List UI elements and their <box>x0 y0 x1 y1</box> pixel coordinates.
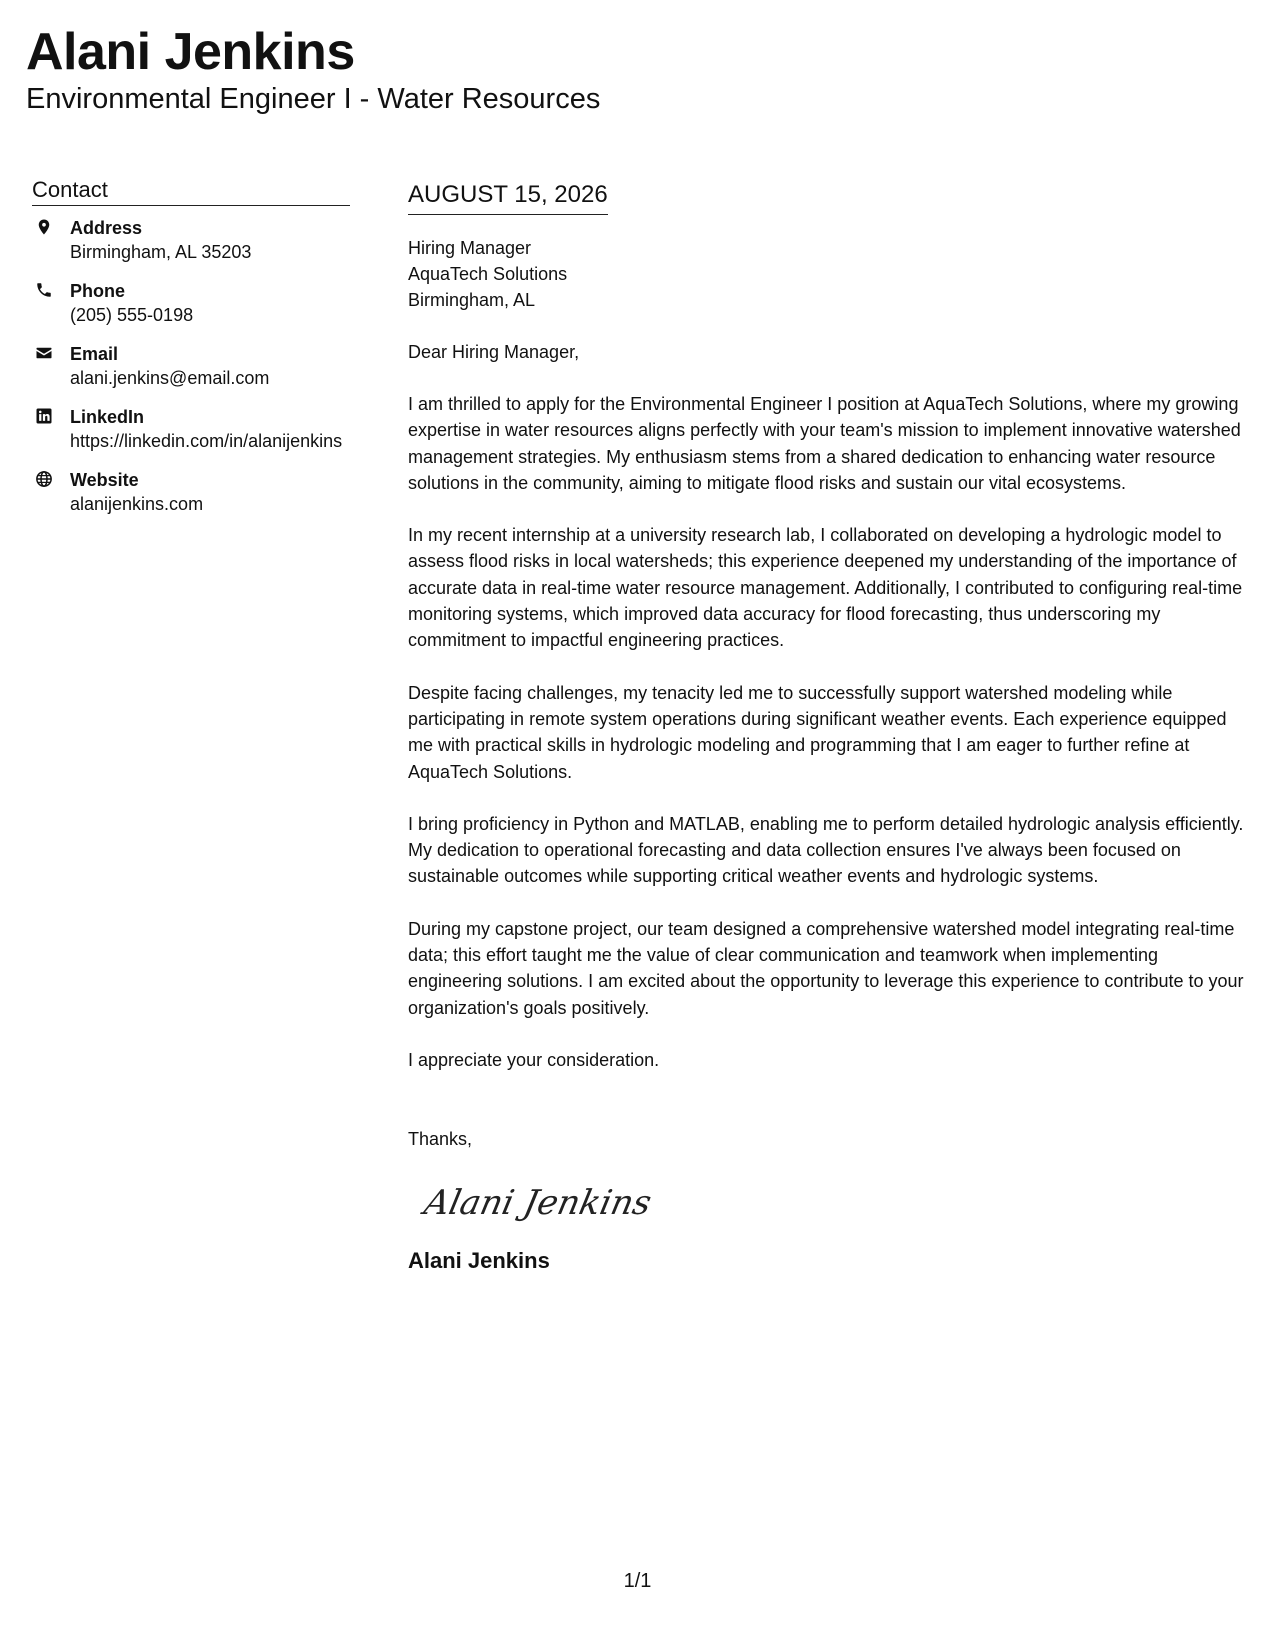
contact-website <box>32 468 350 517</box>
letter-date: AUGUST 15, 2026 <box>408 178 608 215</box>
contact-address <box>32 216 350 265</box>
contact-phone <box>32 279 350 328</box>
contact-label: LinkedIn <box>70 407 145 427</box>
contact-label: Phone <box>70 281 126 301</box>
signoff: Thanks, <box>408 1128 473 1149</box>
globe-icon <box>32 468 70 517</box>
contact-value: Birmingham, AL 35203 <box>70 242 252 262</box>
contact-value[interactable]: alani.jenkins@email.com <box>70 368 270 388</box>
recipient-line: Hiring Manager <box>408 238 532 258</box>
signer-name: Alani Jenkins <box>408 1247 550 1273</box>
recipient-line: AquaTech Solutions <box>408 264 568 284</box>
contact-email <box>32 342 350 391</box>
map-pin-icon <box>32 216 70 265</box>
contact-value[interactable]: https://linkedin.com/in/alanijenkins <box>70 431 343 451</box>
closing-line: I appreciate your consideration. <box>408 1049 660 1070</box>
letter-paragraph: During my capstone project, our team designed a comprehensive watershed model integrating real-time data; this effort taught me the value of clear communication and teamwork when implementing engineering solutions. I am excited about the opportunity to leverage this experience to contribute to your organization's goals positively. <box>408 918 1244 1018</box>
resume-header <box>26 22 600 116</box>
recipient-block <box>408 235 1248 313</box>
applicant-name: Alani Jenkins <box>26 23 355 81</box>
recipient-line: Birmingham, AL <box>408 290 536 310</box>
contact-value[interactable]: alanijenkins.com <box>70 494 204 514</box>
contact-heading: Contact <box>32 176 350 206</box>
job-title: Environmental Engineer I - Water Resources <box>26 83 601 115</box>
envelope-icon <box>32 342 70 391</box>
contact-label: Address <box>70 218 143 238</box>
linkedin-icon <box>32 405 70 454</box>
contact-sidebar <box>32 176 350 531</box>
handwritten-signature <box>418 1170 658 1232</box>
contact-label: Website <box>70 470 139 490</box>
letter-paragraph: I bring proficiency in Python and MATLAB, enabling me to perform detailed hydrologic analysis efficiently. My dedication to operational forecasting and data collection ensures I've always been focused on sustainable outcomes while supporting critical weather events and hydrologic systems. <box>408 813 1244 887</box>
contact-list <box>32 216 350 517</box>
page-number: 1/1 <box>623 1570 652 1592</box>
letter-paragraph: Despite facing challenges, my tenacity led me to successfully support watershed modeling while participating in remote system operations during significant weather events. Each experience equipped me with practical skills in hydrologic modeling and programming that I am eager to further refine at AquaTech Solutions. <box>408 682 1227 782</box>
signature-text: Alani Jenkins <box>420 1183 655 1223</box>
cover-letter-body <box>408 178 1248 1276</box>
letter-paragraph: In my recent internship at a university research lab, I collaborated on developing a hydrologic model to assess flood risks in local watersheds; this experience deepened my understanding of the importance of accurate data in real-time water resource management. Additionally, I contributed to configuring real-time monitoring systems, which improved data accuracy for flood forecasting, thus underscoring my commitment to impactful engineering practices. <box>408 525 1243 651</box>
contact-value: (205) 555-0198 <box>70 305 194 325</box>
letter-paragraph: I am thrilled to apply for the Environmental Engineer I position at AquaTech Solutions, where my growing expertise in water resources aligns perfectly with your team's mission to implement innovative watershed management strategies. My enthusiasm stems from a shared dedication to enhancing water resource solutions in the community, aiming to mitigate flood risks and sustain our vital ecosystems. <box>408 394 1241 493</box>
contact-label: Email <box>70 344 119 364</box>
phone-icon <box>32 279 70 328</box>
contact-linkedin <box>32 405 350 454</box>
salutation: Dear Hiring Manager, <box>408 342 580 362</box>
